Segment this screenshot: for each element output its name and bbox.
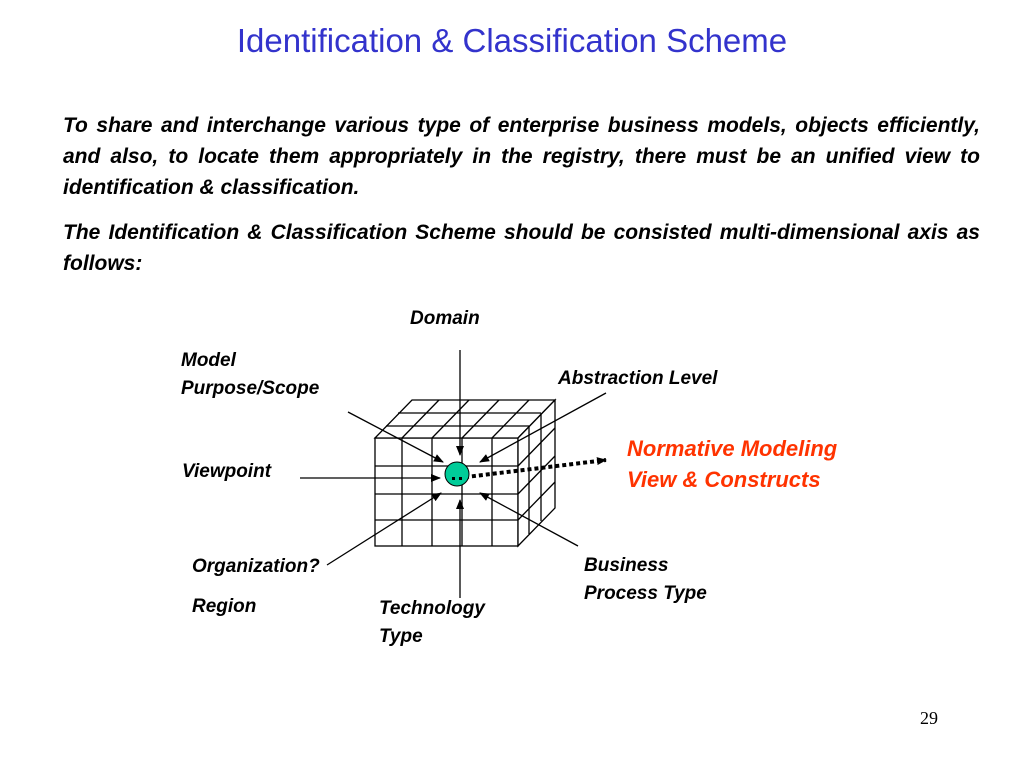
scheme-paragraph: The Identification & Classification Scheme should be consisted multi-dimensional axis as follows:: [63, 221, 980, 275]
center-dot: [459, 477, 462, 480]
organization-label: Organization?: [192, 556, 320, 577]
domain-label: Domain: [410, 308, 480, 329]
center-dot: [452, 477, 455, 480]
center-point-marker: [445, 462, 469, 486]
abstraction-level-label: Abstraction Level: [558, 368, 718, 389]
viewpoint-label: Viewpoint: [182, 461, 272, 482]
page-number: 29: [920, 708, 938, 728]
technology-type-label: Technology Type: [379, 598, 485, 647]
business-process-type-label: Business Process Type: [584, 555, 707, 604]
model-purpose-label: Model Purpose/Scope: [181, 350, 320, 399]
region-label: Region: [192, 596, 257, 617]
slide-title: Identification & Classification Scheme: [236, 22, 788, 59]
intro-paragraph: To share and interchange various type of enterprise business models, objects efficiently, and also, to locate them appropriately in the registry, there must be an unified view to identification & classification.: [63, 114, 980, 199]
cube-front-face: [375, 438, 518, 546]
normative-modeling-label: Normative Modeling View & Constructs: [627, 436, 838, 492]
